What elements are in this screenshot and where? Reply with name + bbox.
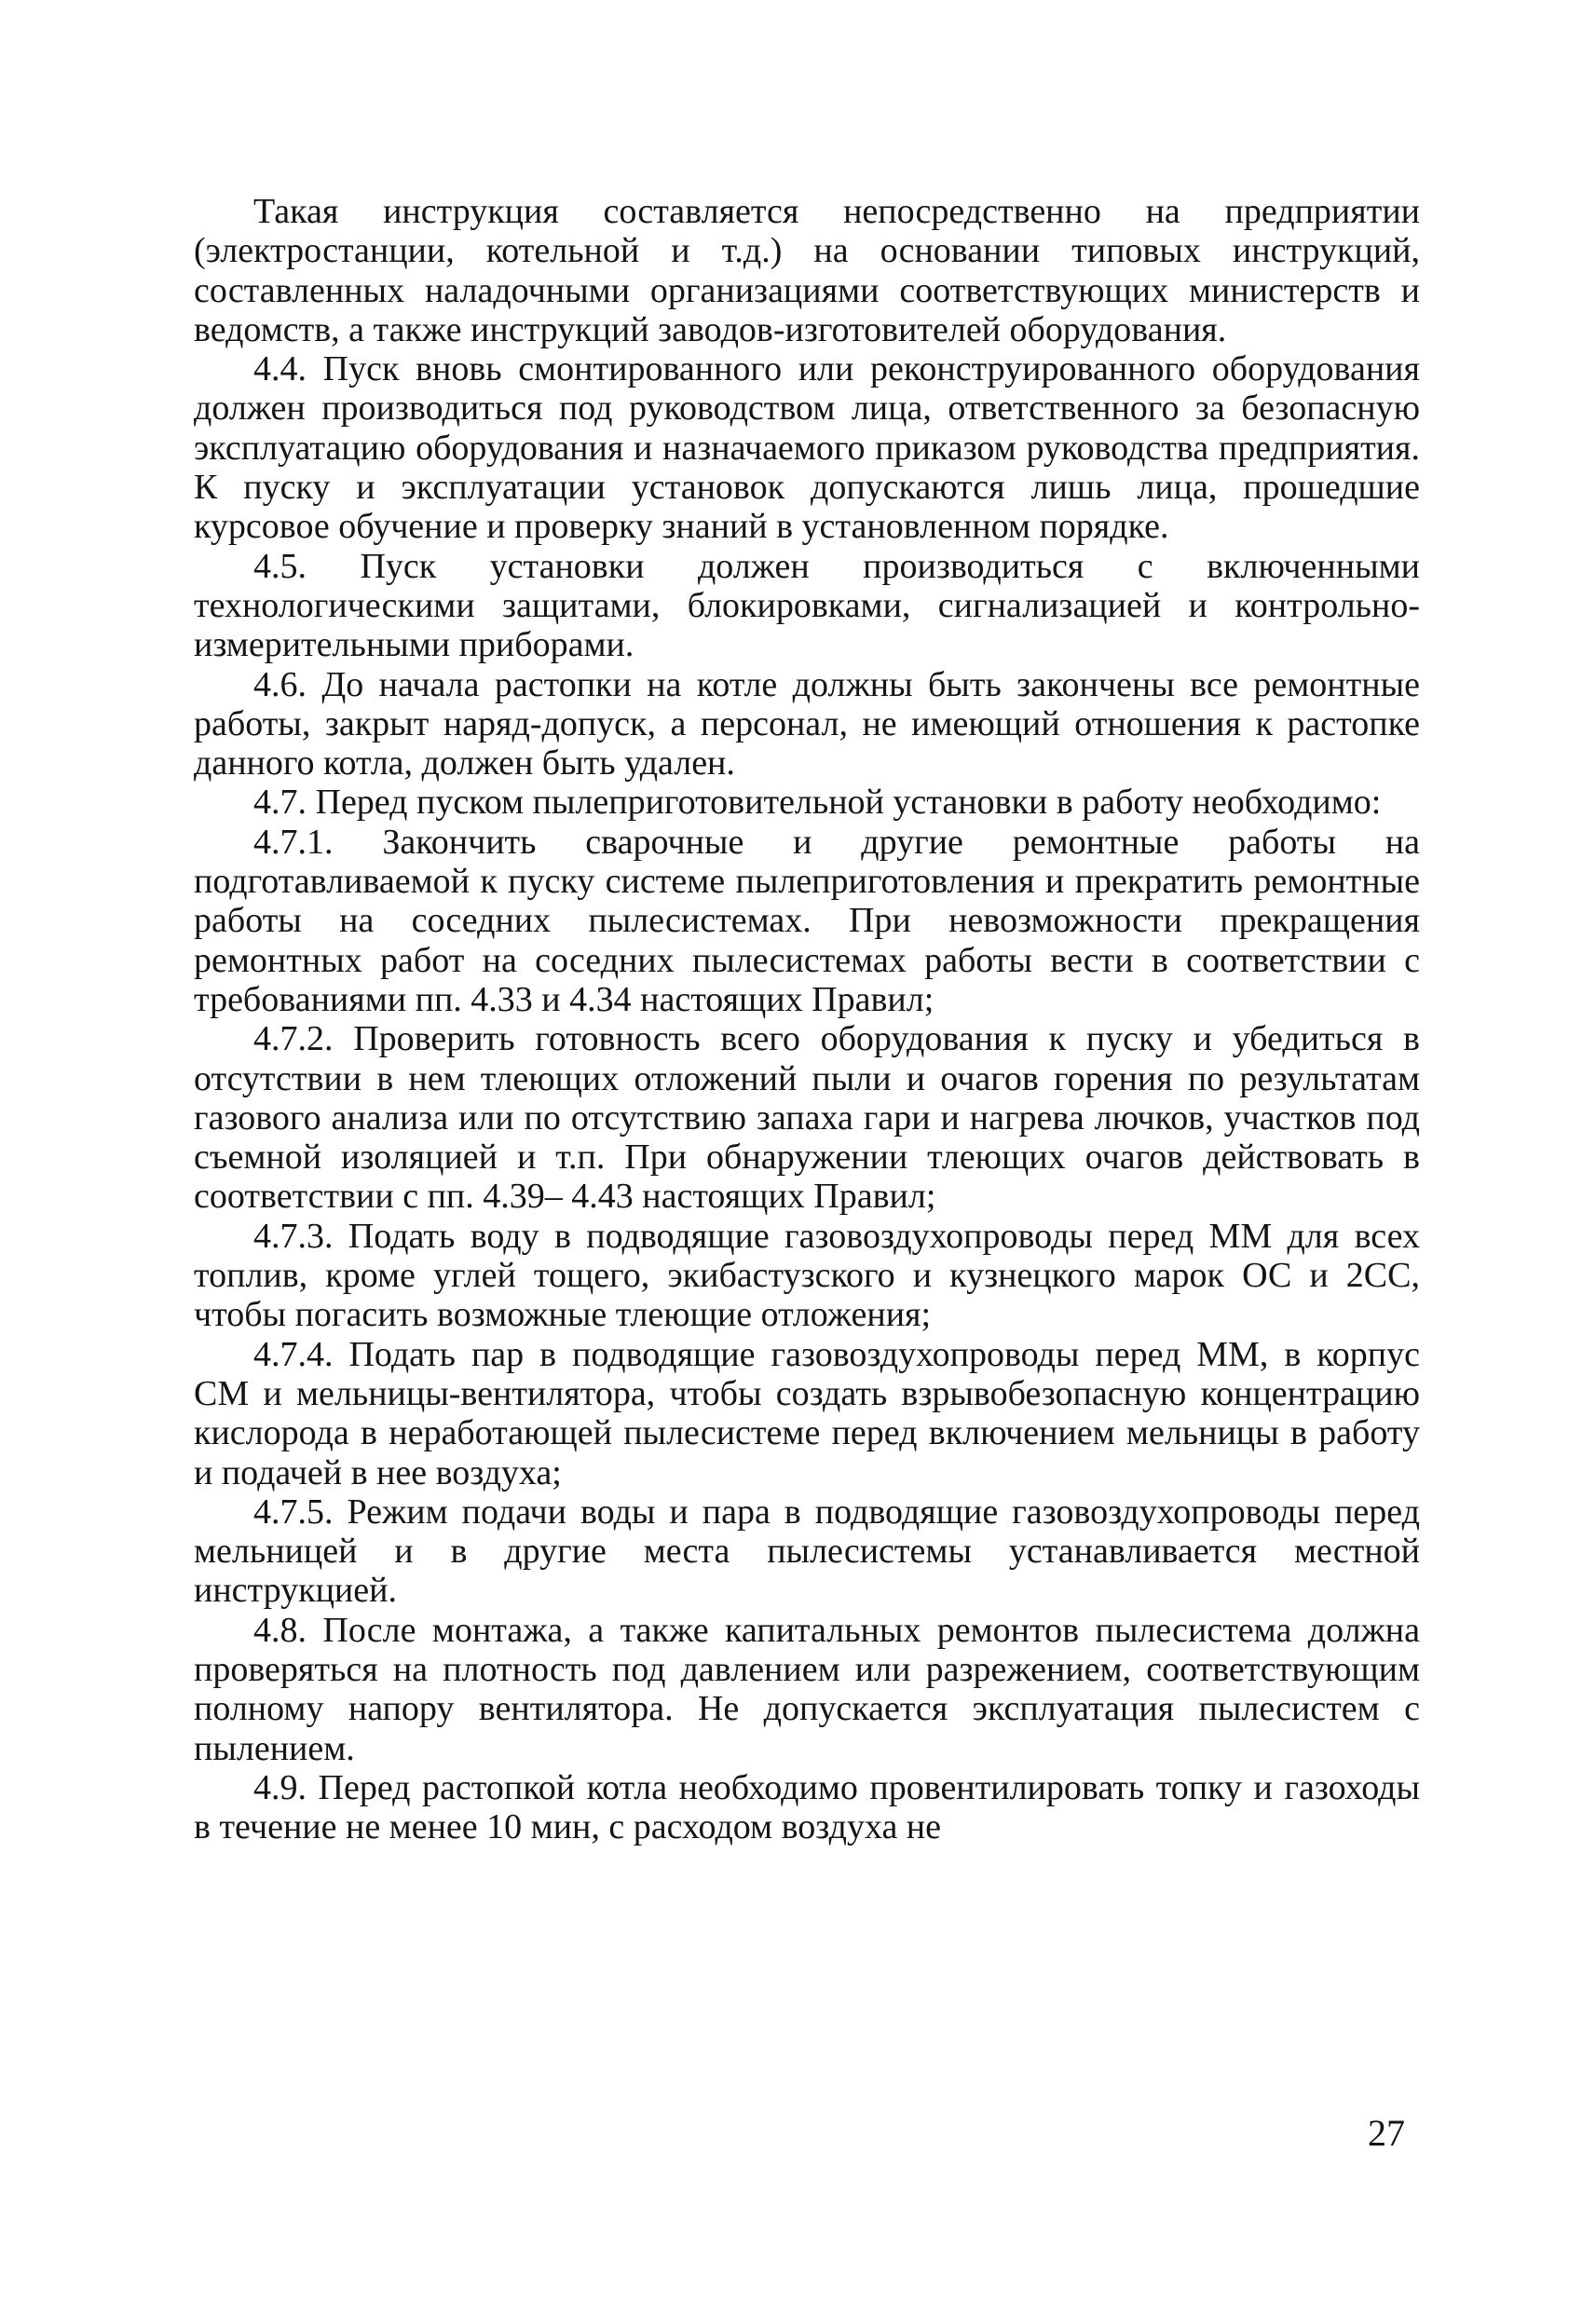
paragraph-4-5: 4.5. Пуск установки должен производиться с включенными технологическими защитами, блокировками, сигнализацией и контрольно-измерительными приборами. [194,546,1420,665]
paragraph-4-9: 4.9. Перед растопкой котла необходимо провентилировать топку и газоходы в течение не менее 10 мин, с расходом воздуха не [194,1767,1420,1847]
paragraph-4-4: 4.4. Пуск вновь смонтированного или реконструированного оборудования должен производиться под руководством лица, ответственного за безопасную эксплуатацию оборудования и назначаемого приказом руководства предприятия. К пуску и эксплуатации установок допускаются лишь лица, прошедшие курсовое обучение и проверку знаний в установленном порядке. [194,349,1420,547]
paragraph-4-7-5: 4.7.5. Режим подачи воды и пара в подводящие газовоздухопроводы перед мельницей и в другие места пылесистемы устанавливается местной инструкцией. [194,1492,1420,1611]
paragraph-4-7-1: 4.7.1. Закончить сварочные и другие ремонтные работы на подготавливаемой к пуску системе пылеприготовления и прекратить ремонтные работы на соседних пылесистемах. При невозможности прекращения ремонтных работ на соседних пылесистемах работы вести в соответствии с требованиями пп. 4.33 и 4.34 настоящих Правил; [194,822,1420,1019]
paragraph-4-7: 4.7. Перед пуском пылеприготовительной установки в работу необходимо: [253,783,1382,823]
paragraph-4-8: 4.8. После монтажа, а также капитальных ремонтов пылесистема должна проверяться на плотность под давлением или разрежением, соответствующим полному напору вентилятора. Не допускается эксплуатация пылесистем с пылением. [194,1610,1420,1768]
paragraph-4-7-2: 4.7.2. Проверить готовность всего оборудования к пуску и убедиться в отсутствии в нем тлеющих отложений пыли и очагов горения по результатам газового анализа или по отсутствию запаха гари и нагрева лючков, участков под съемной изоляцией и т.п. При обнаружении тлеющих очагов действовать в соответствии с пп. 4.39– 4.43 настоящих Правил; [194,1019,1420,1217]
paragraph-4-7-3: 4.7.3. Подать воду в подводящие газовоздухопроводы перед ММ для всех топлив, кроме углей тощего, экибастузского и кузнецкого марок ОС и 2СС, чтобы погасить возможные тлеющие отложения; [194,1216,1420,1335]
paragraph-4-6: 4.6. До начала растопки на котле должны быть закончены все ремонтные работы, закрыт наряд-допуск, а персонал, не имеющий отношения к растопке данного котла, должен быть удален. [194,664,1420,783]
document-body [194,192,1420,1846]
page-number: 27 [1368,2112,1405,2154]
paragraph-4-7-4: 4.7.4. Подать пар в подводящие газовоздухопроводы перед ММ, в корпус СМ и мельницы-вентилятора, чтобы создать взрывобезопасную концентрацию кислорода в неработающей пылесистеме перед включением мельницы в работу и подачей в нее воздуха; [194,1334,1420,1492]
paragraph-instruction-intro: Такая инструкция составляется непосредственно на предприятии (электростанции, котельной и т.д.) на основании типовых инструкций, составленных наладочными организациями соответствующих министерств и ведомств, а также инструкций заводов-изготовителей оборудования. [194,192,1420,349]
